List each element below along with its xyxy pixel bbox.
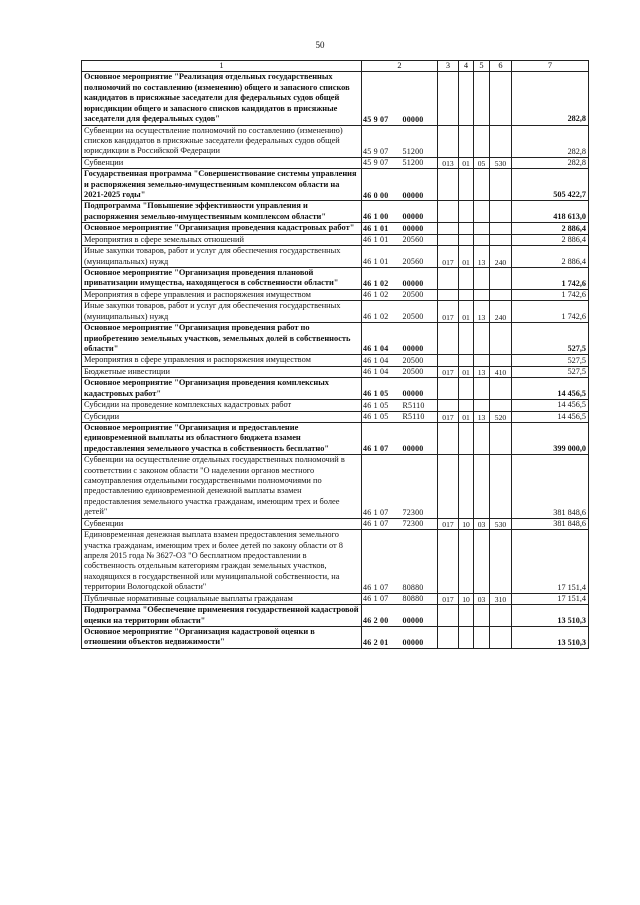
amount-cell: 527,5 [512,355,589,366]
target-article-suffix-cell: 00000 [402,323,438,355]
target-article-suffix-cell: 72300 [402,518,438,529]
subsection-cell [474,378,490,400]
amount-cell: 17 151,4 [512,593,589,604]
section-cell: 01 [459,301,474,323]
section-cell [459,268,474,290]
table-row [82,246,589,268]
table-row [82,530,589,594]
expense-type-cell [490,223,512,234]
subsection-cell [474,125,490,157]
row-name-cell: Основное мероприятие "Реализация отдельных государственных полномочий по составлению (изменению) общего и запасного списков кандидатов в присяжные заседатели для федеральных судов общей юрисдикции общего и запасного списков кандидатов в присяжные заседатели для федеральных судов" [82,72,362,125]
target-article-code-cell: 46 1 04 [362,323,402,355]
row-name-cell: Публичные нормативные социальные выплаты гражданам [82,593,362,604]
grbs-cell: 017 [438,411,459,422]
amount-cell: 1 742,6 [512,301,589,323]
target-article-code-cell: 46 1 05 [362,400,402,411]
grbs-cell [438,169,459,201]
table-row [82,455,589,519]
table-row [82,169,589,201]
amount-cell: 14 456,5 [512,400,589,411]
section-cell [459,289,474,300]
section-cell [459,378,474,400]
target-article-code-cell: 46 1 00 [362,201,402,223]
row-name-cell: Подпрограмма "Повышение эффективности управления и распоряжения земельно-имущественным комплексом области" [82,201,362,223]
expense-type-cell [490,455,512,519]
grbs-cell [438,201,459,223]
target-article-code-cell: 46 1 01 [362,246,402,268]
target-article-suffix-cell: 20500 [402,355,438,366]
table-row [82,223,589,234]
target-article-suffix-cell: R5110 [402,400,438,411]
target-article-suffix-cell: 20560 [402,234,438,245]
amount-cell: 2 886,4 [512,234,589,245]
row-name-cell: Бюджетные инвестиции [82,366,362,377]
row-name-cell: Субсидии [82,411,362,422]
section-cell: 10 [459,593,474,604]
grbs-cell [438,125,459,157]
expense-type-cell [490,268,512,290]
column-header: 3 [438,61,459,72]
table-row [82,268,589,290]
table-row [82,323,589,355]
row-name-cell: Мероприятия в сфере управления и распоряжения имуществом [82,289,362,300]
target-article-suffix-cell: 72300 [402,455,438,519]
grbs-cell [438,455,459,519]
grbs-cell [438,400,459,411]
section-cell: 01 [459,246,474,268]
expense-type-cell [490,400,512,411]
row-name-cell: Иные закупки товаров, работ и услуг для обеспечения государственных (муниципальных) нужд [82,246,362,268]
grbs-cell [438,234,459,245]
table-row [82,301,589,323]
column-header: 6 [490,61,512,72]
expense-type-cell: 240 [490,301,512,323]
amount-cell: 2 886,4 [512,223,589,234]
table-row [82,157,589,168]
amount-cell: 282,8 [512,157,589,168]
target-article-suffix-cell: 80880 [402,530,438,594]
section-cell [459,605,474,627]
target-article-code-cell: 45 9 07 [362,125,402,157]
subsection-cell: 13 [474,366,490,377]
expense-type-cell [490,422,512,454]
amount-cell: 399 000,0 [512,422,589,454]
section-cell [459,400,474,411]
section-cell: 01 [459,366,474,377]
target-article-code-cell: 46 1 07 [362,530,402,594]
section-cell [459,422,474,454]
target-article-suffix-cell: 00000 [402,626,438,648]
amount-cell: 14 456,5 [512,411,589,422]
subsection-cell [474,400,490,411]
column-header: 1 [82,61,362,72]
column-header: 7 [512,61,589,72]
table-row [82,72,589,125]
amount-cell: 13 510,3 [512,605,589,627]
amount-cell: 418 613,0 [512,201,589,223]
grbs-cell: 017 [438,301,459,323]
amount-cell: 381 848,6 [512,455,589,519]
target-article-code-cell: 46 1 02 [362,289,402,300]
section-cell [459,72,474,125]
table-row [82,355,589,366]
target-article-suffix-cell: 20500 [402,289,438,300]
column-header: 4 [459,61,474,72]
table-row [82,125,589,157]
section-cell [459,626,474,648]
grbs-cell [438,268,459,290]
subsection-cell [474,355,490,366]
target-article-code-cell: 46 1 01 [362,234,402,245]
amount-cell: 1 742,6 [512,289,589,300]
budget-table [81,60,589,649]
row-name-cell: Единовременная денежная выплата взамен предоставления земельного участка гражданам, имеющим трех и более детей по закону области от 8 апреля 2015 года № 3627-ОЗ "О бесплатном предоставлении в собственность отдельным категориям граждан земельных участков, находящихся в государственной или муниципальной собственности, на территории Вологодской области" [82,530,362,594]
target-article-code-cell: 45 9 07 [362,157,402,168]
amount-cell: 282,8 [512,125,589,157]
row-name-cell: Иные закупки товаров, работ и услуг для обеспечения государственных (муниципальных) нужд [82,301,362,323]
target-article-code-cell: 46 1 07 [362,518,402,529]
amount-cell: 14 456,5 [512,378,589,400]
subsection-cell [474,323,490,355]
subsection-cell: 13 [474,301,490,323]
grbs-cell [438,605,459,627]
grbs-cell [438,422,459,454]
subsection-cell [474,234,490,245]
grbs-cell: 017 [438,593,459,604]
table-row [82,234,589,245]
target-article-suffix-cell: 20560 [402,246,438,268]
section-cell [459,223,474,234]
subsection-cell [474,455,490,519]
expense-type-cell [490,378,512,400]
grbs-cell: 017 [438,518,459,529]
grbs-cell [438,323,459,355]
subsection-cell: 03 [474,593,490,604]
row-name-cell: Основное мероприятие "Организация проведения плановой приватизации имущества, находящегося в собственности области" [82,268,362,290]
expense-type-cell [490,626,512,648]
table-row [82,411,589,422]
subsection-cell [474,72,490,125]
grbs-cell: 017 [438,246,459,268]
target-article-code-cell: 46 2 01 [362,626,402,648]
section-cell [459,169,474,201]
expense-type-cell [490,323,512,355]
row-name-cell: Мероприятия в сфере управления и распоряжения имуществом [82,355,362,366]
section-cell [459,201,474,223]
grbs-cell [438,530,459,594]
target-article-suffix-cell: 80880 [402,593,438,604]
section-cell [459,234,474,245]
expense-type-cell [490,289,512,300]
table-row [82,518,589,529]
expense-type-cell [490,530,512,594]
target-article-suffix-cell: 20500 [402,366,438,377]
table-row [82,378,589,400]
amount-cell: 505 422,7 [512,169,589,201]
page-number: 50 [315,40,325,50]
table-row [82,593,589,604]
grbs-cell [438,378,459,400]
section-cell [459,125,474,157]
expense-type-cell [490,234,512,245]
amount-cell: 381 848,6 [512,518,589,529]
target-article-suffix-cell: 51200 [402,125,438,157]
target-article-code-cell: 46 0 00 [362,169,402,201]
grbs-cell: 017 [438,366,459,377]
table-row [82,626,589,648]
subsection-cell [474,201,490,223]
subsection-cell: 05 [474,157,490,168]
table-row [82,400,589,411]
target-article-suffix-cell: 00000 [402,223,438,234]
amount-cell: 13 510,3 [512,626,589,648]
row-name-cell: Подпрограмма "Обеспечение применения государственной кадастровой оценки на территории области" [82,605,362,627]
table-row [82,201,589,223]
expense-type-cell: 520 [490,411,512,422]
row-name-cell: Государственная программа "Совершенствование системы управления и распоряжения земельно-имущественным комплексом области на 2021-2025 годы" [82,169,362,201]
target-article-suffix-cell: R5110 [402,411,438,422]
target-article-suffix-cell: 00000 [402,378,438,400]
section-cell [459,530,474,594]
subsection-cell [474,268,490,290]
row-name-cell: Субвенции на осуществление полномочий по составлению (изменению) списков кандидатов в присяжные заседатели федеральных судов общей юрисдикции в Российской Федерации [82,125,362,157]
row-name-cell: Основное мероприятие "Организация проведения комплексных кадастровых работ" [82,378,362,400]
row-name-cell: Основное мероприятие "Организация и предоставление единовременной выплаты из областного бюджета взамен предоставления земельного участка в собственность бесплатно" [82,422,362,454]
target-article-code-cell: 46 1 02 [362,268,402,290]
grbs-cell [438,626,459,648]
column-header: 2 [362,61,438,72]
subsection-cell [474,530,490,594]
amount-cell: 2 886,4 [512,246,589,268]
target-article-suffix-cell: 20500 [402,301,438,323]
target-article-suffix-cell: 00000 [402,268,438,290]
subsection-cell [474,422,490,454]
grbs-cell: 013 [438,157,459,168]
table-body [82,72,589,648]
subsection-cell: 13 [474,246,490,268]
target-article-suffix-cell: 00000 [402,605,438,627]
grbs-cell [438,223,459,234]
section-cell [459,455,474,519]
expense-type-cell [490,201,512,223]
subsection-cell [474,605,490,627]
target-article-suffix-cell: 00000 [402,201,438,223]
target-article-code-cell: 46 1 01 [362,223,402,234]
row-name-cell: Субвенции на осуществление отдельных государственных полномочий в соответствии с законом области "О наделении органов местного самоуправления отдельными государственными полномочиями по предоставлению единовременной денежной выплаты взамен предоставления земельного участка гражданам, имеющим трех и более детей" [82,455,362,519]
row-name-cell: Основное мероприятие "Организация проведения кадастровых работ" [82,223,362,234]
amount-cell: 527,5 [512,323,589,355]
table-row [82,289,589,300]
row-name-cell: Основное мероприятие "Организация кадастровой оценки в отношении объектов недвижимости" [82,626,362,648]
expense-type-cell [490,605,512,627]
subsection-cell [474,169,490,201]
expense-type-cell [490,169,512,201]
expense-type-cell: 310 [490,593,512,604]
row-name-cell: Субсидии на проведение комплексных кадастровых работ [82,400,362,411]
target-article-code-cell: 45 9 07 [362,72,402,125]
target-article-code-cell: 46 2 00 [362,605,402,627]
target-article-suffix-cell: 00000 [402,169,438,201]
expense-type-cell: 530 [490,518,512,529]
expense-type-cell [490,72,512,125]
section-cell: 01 [459,157,474,168]
grbs-cell [438,289,459,300]
column-header: 5 [474,61,490,72]
target-article-code-cell: 46 1 07 [362,422,402,454]
row-name-cell: Основное мероприятие "Организация проведения работ по приобретению земельных участков, земельных долей в собственность области" [82,323,362,355]
subsection-cell [474,223,490,234]
column-header-row [82,61,589,72]
expense-type-cell [490,125,512,157]
amount-cell: 527,5 [512,366,589,377]
target-article-code-cell: 46 1 05 [362,411,402,422]
grbs-cell [438,72,459,125]
table-row [82,366,589,377]
table-row [82,422,589,454]
subsection-cell: 03 [474,518,490,529]
target-article-suffix-cell: 51200 [402,157,438,168]
subsection-cell: 13 [474,411,490,422]
target-article-code-cell: 46 1 04 [362,355,402,366]
target-article-code-cell: 46 1 07 [362,593,402,604]
expense-type-cell: 530 [490,157,512,168]
section-cell: 01 [459,411,474,422]
target-article-code-cell: 46 1 05 [362,378,402,400]
amount-cell: 1 742,6 [512,268,589,290]
section-cell [459,323,474,355]
expense-type-cell: 410 [490,366,512,377]
amount-cell: 282,8 [512,72,589,125]
expense-type-cell: 240 [490,246,512,268]
grbs-cell [438,355,459,366]
row-name-cell: Мероприятия в сфере земельных отношений [82,234,362,245]
section-cell: 10 [459,518,474,529]
target-article-suffix-cell: 00000 [402,422,438,454]
target-article-code-cell: 46 1 07 [362,455,402,519]
amount-cell: 17 151,4 [512,530,589,594]
expense-type-cell [490,355,512,366]
target-article-code-cell: 46 1 04 [362,366,402,377]
target-article-code-cell: 46 1 02 [362,301,402,323]
row-name-cell: Субвенции [82,518,362,529]
table-row [82,605,589,627]
subsection-cell [474,289,490,300]
target-article-suffix-cell: 00000 [402,72,438,125]
row-name-cell: Субвенции [82,157,362,168]
subsection-cell [474,626,490,648]
section-cell [459,355,474,366]
